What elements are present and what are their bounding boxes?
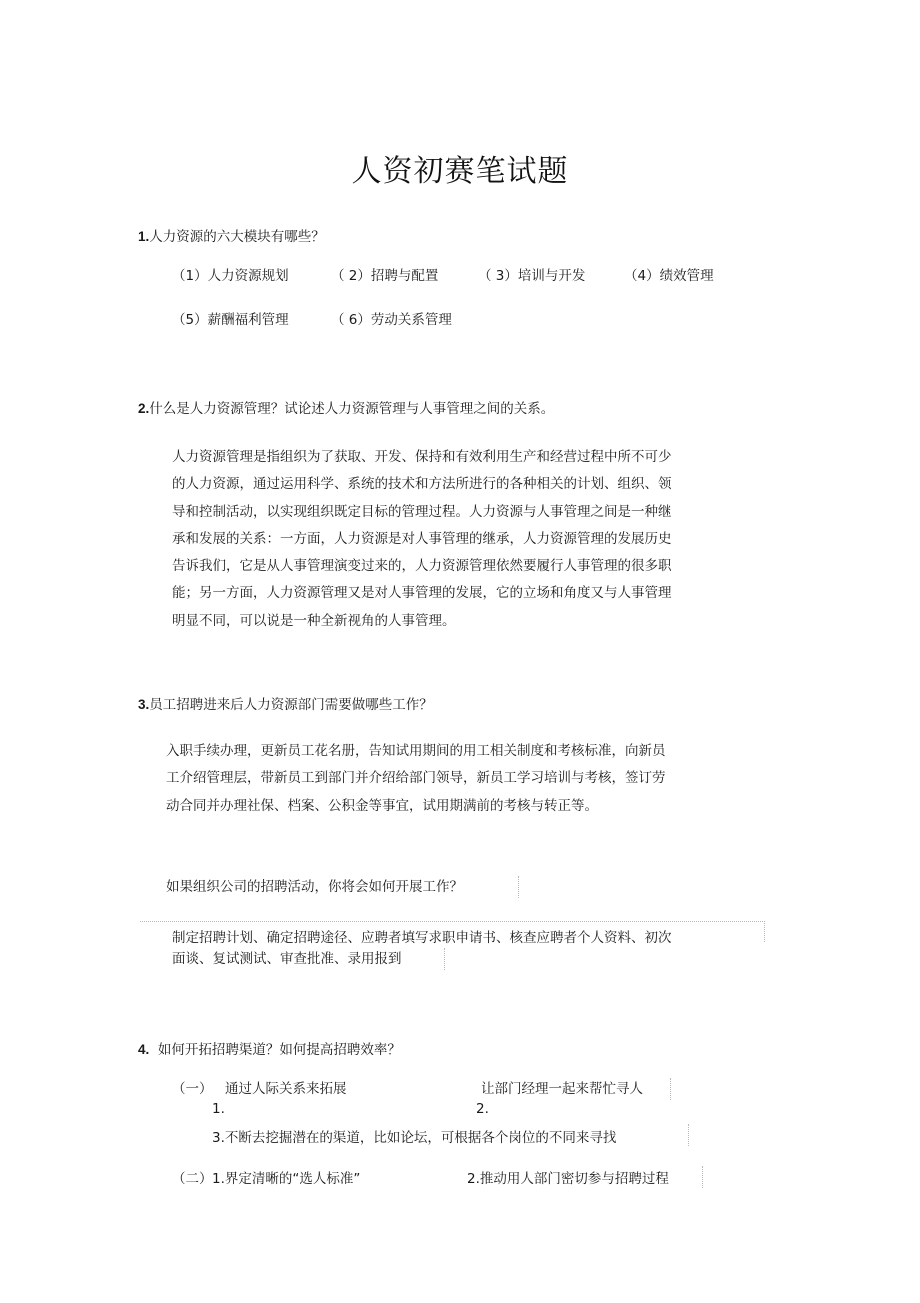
answer-line: 入职手续办理，更新员工花名册，告知试用期间的用工相关制度和考核标准，向新员 xyxy=(166,743,666,759)
q1-option-5: （5）薪酬福利管理 xyxy=(172,312,289,328)
q4-part1-item2-text: 让部门经理一起来帮忙寻人 xyxy=(481,1081,643,1097)
question-number: 2. xyxy=(138,401,150,416)
q4-part2-item2: 2.推动用人部门密切参与招聘过程 xyxy=(467,1171,669,1187)
q3-sub-question: 如果组织公司的招聘活动，你将会如何开展工作？ xyxy=(166,879,463,895)
answer-line: 人力资源管理是指组织为了获取、开发、保持和有效利用生产和经营过程中所不可少 xyxy=(172,449,672,465)
q4-part1-item1-num: 1. xyxy=(212,1101,225,1117)
question-text: 如何开拓招聘渠道？如何提高招聘效率？ xyxy=(157,1042,401,1058)
q1-option-2: （ 2）招聘与配置 xyxy=(331,268,439,284)
q4-part1-item3: 3.不断去挖掘潜在的渠道，比如论坛，可根据各个岗位的不同来寻找 xyxy=(212,1130,617,1146)
question-4 xyxy=(138,1041,401,1059)
q1-option-1: （1）人力资源规划 xyxy=(172,268,289,284)
divider xyxy=(702,1166,703,1188)
q1-option-3: （ 3）培训与开发 xyxy=(478,268,586,284)
q3-sub-answer-line: 面谈、复试测试、审查批准、录用报到 xyxy=(172,951,402,967)
question-text: 人力资源的六大模块有哪些？ xyxy=(149,229,325,245)
divider xyxy=(518,876,519,898)
q4-part1-label: （一） xyxy=(172,1081,213,1097)
question-number: 3. xyxy=(138,697,150,712)
page-title: 人资初赛笔试题 xyxy=(351,154,569,189)
q4-part2-item1: 1.界定清晰的“选人标准” xyxy=(212,1171,361,1187)
answer-line: 告诉我们，它是从人事管理演变过来的，人力资源管理依然要履行人事管理的很多职 xyxy=(172,558,672,575)
q1-option-4: （4）绩效管理 xyxy=(624,268,714,284)
q3-answer xyxy=(166,738,666,820)
divider xyxy=(444,948,445,970)
q3-sub-answer-line: 制定招聘计划、确定招聘途径、应聘者填写求职申请书、核查应聘者个人资料、初次 xyxy=(172,930,672,946)
question-3 xyxy=(138,696,433,714)
answer-line: 的人力资源，通过运用科学、系统的技术和方法所进行的各种相关的计划、组织、领 xyxy=(172,476,672,493)
question-1 xyxy=(138,228,325,246)
answer-line: 能；另一方面，人力资源管理又是对人事管理的发展，它的立场和角度又与人事管理 xyxy=(172,585,672,602)
question-number: 1. xyxy=(138,229,150,244)
q1-option-6: （ 6）劳动关系管理 xyxy=(331,312,452,328)
divider xyxy=(688,1124,689,1146)
divider xyxy=(670,1078,671,1100)
q4-part1-item1-text: 通过人际关系来拓展 xyxy=(225,1081,347,1097)
question-2 xyxy=(138,400,554,418)
answer-line: 明显不同，可以说是一种全新视角的人事管理。 xyxy=(172,612,456,629)
q4-part2-label: （二） xyxy=(172,1171,213,1187)
answer-line: 工介绍管理层，带新员工到部门并介绍给部门领导，新员工学习培训与考核，签订劳 xyxy=(166,770,666,787)
question-text: 员工招聘进来后人力资源部门需要做哪些工作？ xyxy=(149,697,433,713)
answer-line: 动合同并办理社保、档案、公积金等事宜，试用期满前的考核与转正等。 xyxy=(166,797,598,814)
q2-answer xyxy=(172,444,672,635)
q4-part1-item2-num: 2. xyxy=(476,1101,489,1117)
answer-line: 承和发展的关系：一方面，人力资源是对人事管理的继承，人力资源管理的发展历史 xyxy=(172,530,672,547)
question-number: 4. xyxy=(138,1042,150,1057)
question-text: 什么是人力资源管理？试论述人力资源管理与人事管理之间的关系。 xyxy=(149,401,555,417)
divider xyxy=(764,921,765,942)
answer-line: 导和控制活动，以实现组织既定目标的管理过程。人力资源与人事管理之间是一种继 xyxy=(172,503,672,520)
